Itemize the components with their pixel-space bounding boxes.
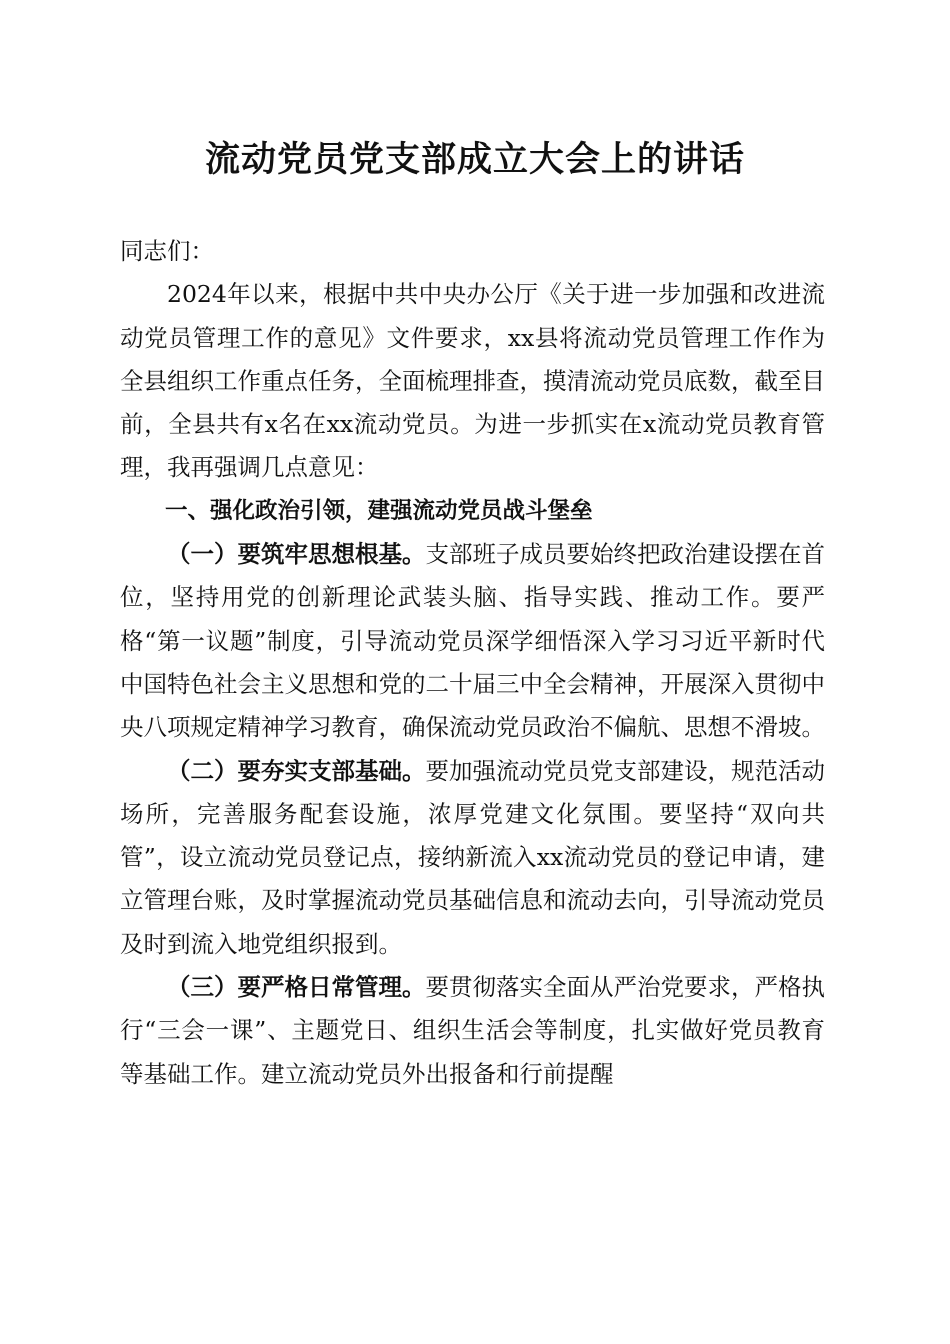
document-title: 流动党员党支部成立大会上的讲话 [204,139,745,180]
subsection-lead-3: （三）要严格日常管理。 [167,973,426,1002]
subsection-lead-1: （一）要筑牢思想根基。 [167,540,426,569]
subsection-text-3: 要贯彻落实全面从严治党要求，严格执行“三会一课”、主题党日、组织生活会等制度，扎实做好党员教育等基础工作。建立流动党员外出报备和行前提醒 [120,973,825,1088]
subsection-paragraph-2 [120,750,825,966]
subsection-text-2: 要加强流动党员党支部建设，规范活动场所，完善服务配套设施，浓厚党建文化氛围。要坚持“双向共管”，设立流动党员登记点，接纳新流入xx流动党员的登记申请，建立管理台账，及时掌握流动党员基础信息和流动去向，引导流动党员及时到流入地党组织报到。 [120,756,825,958]
greeting: 同志们： [120,237,214,265]
subsection-paragraph-1 [120,533,825,749]
subsection-paragraph-3 [120,966,825,1096]
section-heading-1: 一、强化政治引领，建强流动党员战斗堡垒 [165,497,593,524]
subsection-lead-2: （二）要夯实支部基础。 [167,756,426,785]
subsection-text-1: 支部班子成员要始终把政治建设摆在首位，坚持用党的创新理论武装头脑、指导实践、推动工作。要严格“第一议题”制度，引导流动党员深学细悟深入学习习近平新时代中国特色社会主义思想和党的二十届三中全会精神，开展深入贯彻中央八项规定精神学习教育，确保流动党员政治不偏航、思想不滑坡。 [120,540,825,742]
document-body [120,230,825,1096]
intro-paragraph: 2024年以来，根据中共中央办公厅《关于进一步加强和改进流动党员管理工作的意见》文件要求，xx县将流动党员管理工作作为全县组织工作重点任务，全面梳理排查，摸清流动党员底数，截至目前，全县共有x名在xx流动党员。为进一步抓实在x流动党员教育管理，我再强调几点意见： [120,280,825,482]
